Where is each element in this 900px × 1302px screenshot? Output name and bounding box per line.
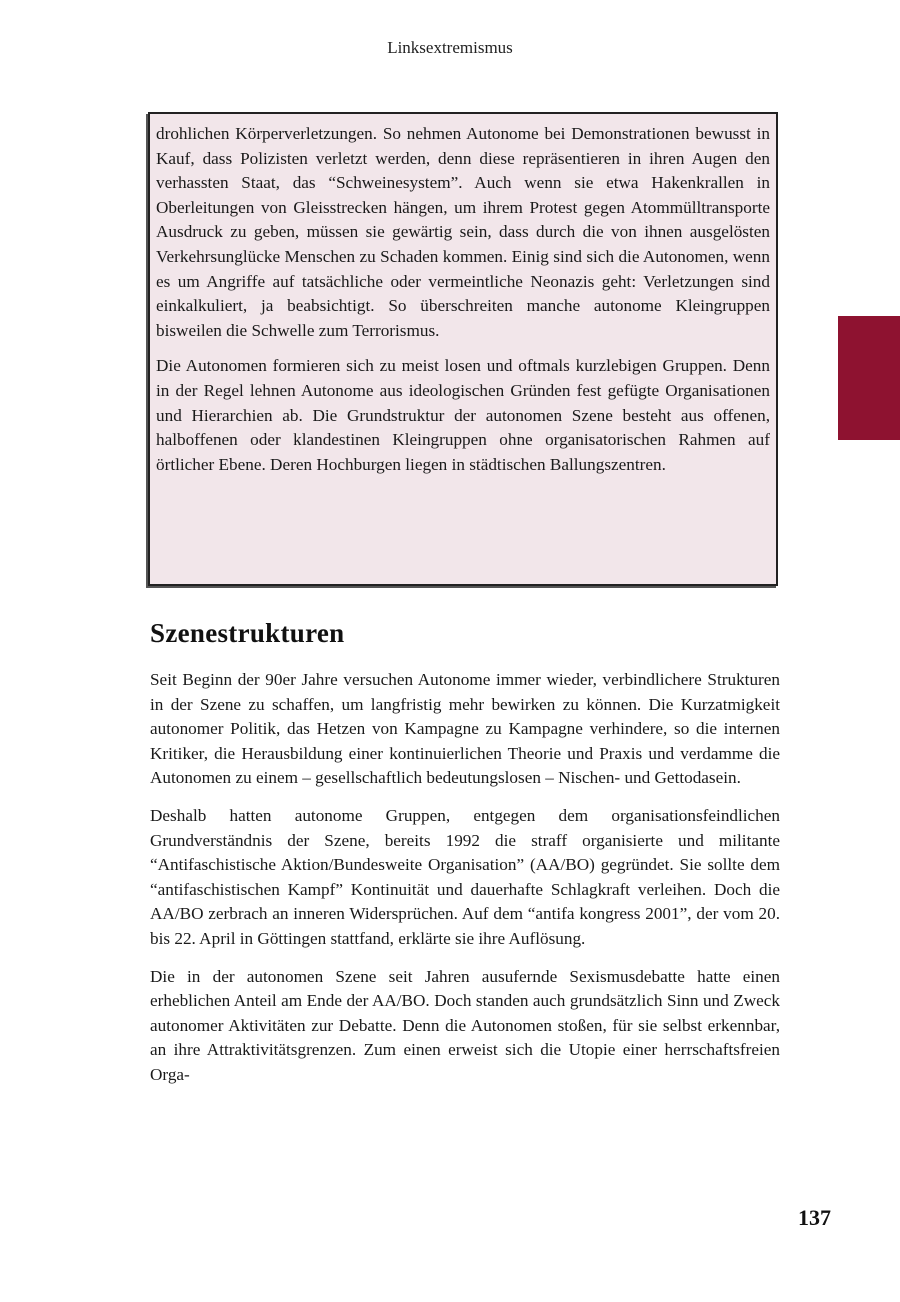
page-number: 137 bbox=[798, 1205, 831, 1230]
running-head: Linksextremismus bbox=[387, 38, 513, 57]
body-text bbox=[150, 668, 780, 1101]
highlight-box bbox=[148, 112, 778, 586]
box-paragraph: Die Autonomen formieren sich zu meist losen und oftmals kurzlebigen Gruppen. Denn in der Regel lehnen Autonome aus ideologischen Gründen fest gefügte Organisationen und Hierarchien ab. Die Grundstruktur der autonomen Szene besteht aus offenen, halboffenen oder klandestinen Kleingruppen ohne organisatorischen Rahmen auf örtlicher Ebene. Deren Hochburgen liegen in städtischen Ballungszentren. bbox=[156, 356, 770, 474]
chapter-thumb-tab bbox=[838, 316, 900, 440]
body-paragraph: Die in der autonomen Szene seit Jahren ausufernde Sexismusdebatte hatte einen erheblichen Anteil am Ende der AA/BO. Doch standen auch grundsätzlich Sinn und Zweck autonomer Aktivitäten zur Debatte. Denn die Autonomen stoßen, für sie selbst erkennbar, an ihre Attraktivitätsgrenzen. Zum einen erweist sich die Utopie einer herrschaftsfreien Orga- bbox=[150, 966, 780, 1084]
box-paragraph: drohlichen Körperverletzungen. So nehmen Autonome bei Demonstrationen bewusst in Kauf, dass Polizisten verletzt werden, denn diese repräsentieren in ihren Augen den verhassten Staat, das “Schweinesystem”. Auch wenn sie etwa Hakenkrallen in Oberleitungen von Gleisstrecken hängen, um ihrem Protest gegen Atommülltransporte Ausdruck zu geben, müssen sie gewärtig sein, dass durch die von ihnen ausgelösten Verkehrsunglücke Menschen zu Schaden kommen. Einig sind sich die Autonomen, wenn es um Angriffe auf tatsächliche oder vermeintliche Neonazis geht: Verletzungen sind einkalkuliert, ja beabsichtigt. So überschreiten manche autonome Kleingruppen bisweilen die Schwelle zum Terrorismus. bbox=[156, 124, 770, 340]
section-heading: Szenestrukturen bbox=[150, 618, 345, 648]
body-paragraph: Seit Beginn der 90er Jahre versuchen Autonome immer wieder, verbindlichere Strukturen in der Szene zu schaffen, um langfristig mehr bewirken zu können. Die Kurzatmigkeit autonomer Politik, das Hetzen von Kampagne zu Kampagne verhindere, so die internen Kritiker, die Herausbildung einer kontinuierlichen Theorie und Praxis und verdamme die Autonomen zu einem – gesellschaftlich bedeutungslosen – Nischen- und Gettodasein. bbox=[150, 670, 780, 788]
body-paragraph: Deshalb hatten autonome Gruppen, entgegen dem organisationsfeindlichen Grundverständnis der Szene, bereits 1992 die straff organisierte und militante “Antifaschistische Aktion/Bundesweite Organisation” (AA/BO) gegründet. Sie sollte dem “antifaschistischen Kampf” Kontinuität und dauerhafte Schlagkraft verleihen. Doch die AA/BO zerbrach an inneren Widersprüchen. Auf dem “antifa kongress 2001”, der vom 20. bis 22. April in Göttingen stattfand, erklärte sie ihre Auflösung. bbox=[150, 805, 780, 948]
